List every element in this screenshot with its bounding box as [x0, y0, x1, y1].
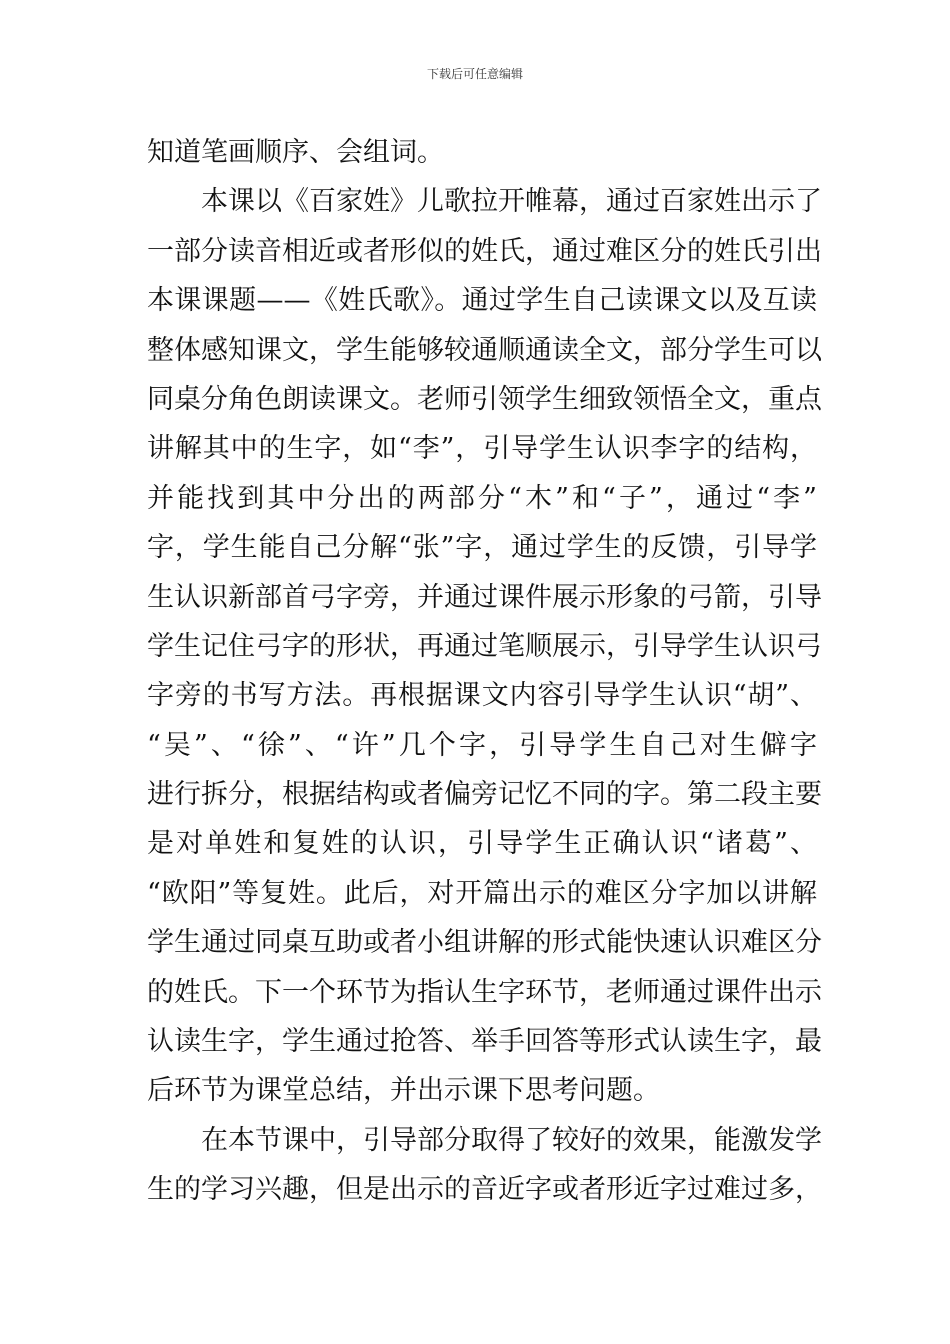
text-line: 后环节为课堂总结，并出示课下思考问题。	[147, 1075, 660, 1107]
paragraph-start-line: 本课以《百家姓》儿歌拉开帷幕，通过百家姓出示了	[201, 186, 822, 218]
text-line: 字旁的书写方法。再根据课文内容引导学生认识“胡”、	[147, 680, 817, 712]
text-line: 一部分读音相近或者形似的姓氏，通过难区分的姓氏引出	[147, 235, 822, 267]
page-header: 下载后可任意编辑	[426, 67, 523, 81]
text-line: “欧阳”等复姓。此后，对开篇出示的难区分字加以讲解	[147, 877, 817, 909]
text-line: 的姓氏。下一个环节为指认生字环节，老师通过课件出示	[147, 976, 822, 1008]
text-line: 学生记住弓字的形状，再通过笔顺展示，引导学生认识弓	[147, 630, 822, 662]
paragraph-start-line: 在本节课中，引导部分取得了较好的效果，能激发学	[201, 1124, 822, 1156]
text-line: 学生通过同桌互助或者小组讲解的形式能快速认识难区分	[147, 927, 822, 959]
text-line: 知道笔画顺序、会组词。	[147, 137, 444, 168]
text-line: 讲解其中的生字，如“李”，引导学生认识李字的结构，	[147, 433, 817, 465]
text-line: 并能找到其中分出的两部分“木”和“子”，通过“李”	[147, 482, 817, 514]
body-text	[147, 128, 822, 1215]
text-line: 同桌分角色朗读课文。老师引领学生细致领悟全文，重点	[147, 383, 822, 415]
text-line: 字，学生能自己分解“张”字，通过学生的反馈，引导学	[147, 532, 817, 564]
text-line: 是对单姓和复姓的认识，引导学生正确认识“诸葛”、	[147, 828, 817, 860]
text-line: 本课课题——《姓氏歌》。通过学生自己读课文以及互读	[147, 285, 817, 317]
text-line: 认读生字，学生通过抢答、举手回答等形式认读生字，最	[147, 1026, 822, 1058]
text-line: 进行拆分，根据结构或者偏旁记忆不同的字。第二段主要	[147, 779, 822, 811]
text-line: 生认识新部首弓字旁，并通过课件展示形象的弓箭，引导	[147, 581, 822, 613]
text-line: 整体感知课文，学生能够较通顺通读全文，部分学生可以	[147, 334, 822, 366]
text-line: “吴”、“徐”、“许”几个字，引导学生自己对生僻字	[147, 729, 817, 761]
text-line: 生的学习兴趣，但是出示的音近字或者形近字过难过多，	[147, 1174, 822, 1206]
